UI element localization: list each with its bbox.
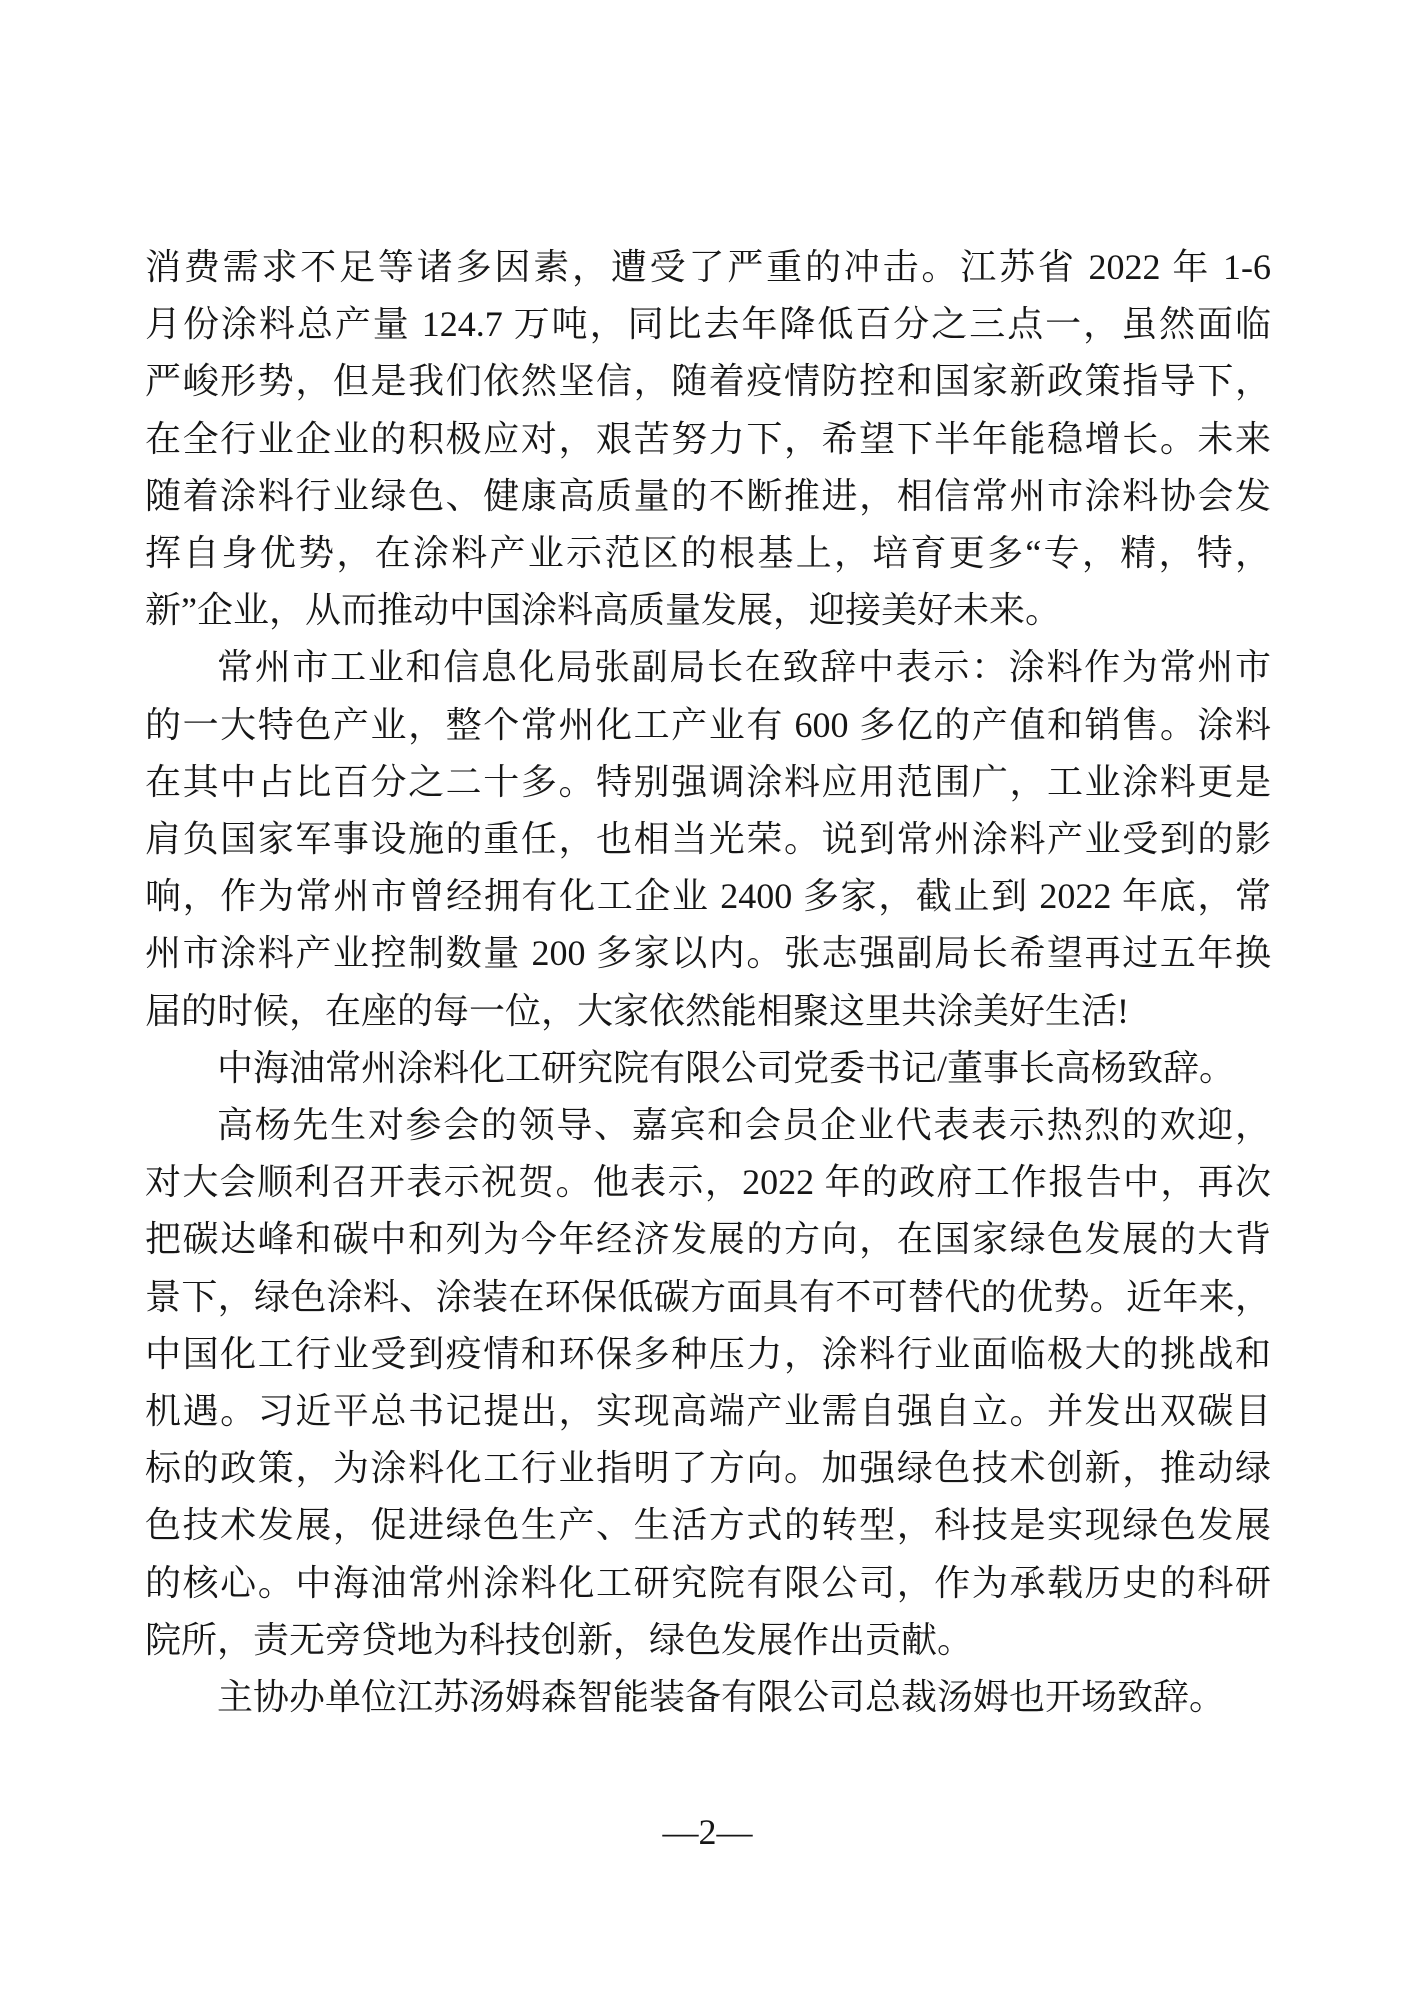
- text-line: 中海油常州涂料化工研究院有限公司党委书记/董事长高杨致辞。: [217, 1047, 1236, 1088]
- text-line: 在其中占比百分之二十多。特别强调涂料应用范围广，工业涂料更是: [145, 761, 1271, 802]
- text-line: 随着涂料行业绿色、健康高质量的不断推进，相信常州市涂料协会发: [145, 475, 1271, 516]
- text-line: 严峻形势，但是我们依然坚信，随着疫情防控和国家新政策指导下，: [145, 361, 1271, 402]
- text-line: 届的时候，在座的每一位，大家依然能相聚这里共涂美好生活!: [145, 990, 1129, 1031]
- text-line: 在全行业企业的积极应对，艰苦努力下，希望下半年能稳增长。未来: [145, 418, 1271, 459]
- text-line: 州市涂料产业控制数量 200 多家以内。张志强副局长希望再过五年换: [145, 933, 1271, 974]
- text-line: 肩负国家军事设施的重任，也相当光荣。说到常州涂料产业受到的影: [145, 819, 1271, 860]
- page-number: —2—: [662, 1812, 753, 1852]
- text-line: 的一大特色产业，整个常州化工产业有 600 多亿的产值和销售。涂料: [145, 704, 1271, 745]
- text-line: 院所，责无旁贷地为科技创新，绿色发展作出贡献。: [145, 1619, 974, 1660]
- text-line: 色技术发展，促进绿色生产、生活方式的转型，科技是实现绿色发展: [145, 1505, 1271, 1546]
- text-line: 景下，绿色涂料、涂装在环保低碳方面具有不可替代的优势。近年来，: [145, 1276, 1271, 1317]
- text-line: 标的政策，为涂料化工行业指明了方向。加强绿色技术创新，推动绿: [145, 1448, 1271, 1489]
- text-line: 的核心。中海油常州涂料化工研究院有限公司，作为承载历史的科研: [145, 1562, 1271, 1603]
- text-line: 把碳达峰和碳中和列为今年经济发展的方向，在国家绿色发展的大背: [145, 1219, 1271, 1260]
- text-line: 对大会顺利召开表示祝贺。他表示，2022 年的政府工作报告中，再次: [145, 1162, 1271, 1203]
- text-line: 挥自身优势，在涂料产业示范区的根基上，培育更多“专，精，特，: [145, 533, 1271, 574]
- text-line: 消费需求不足等诸多因素，遭受了严重的冲击。江苏省 2022 年 1-6: [145, 247, 1271, 287]
- text-line: 中国化工行业受到疫情和环保多种压力，涂料行业面临极大的挑战和: [145, 1333, 1271, 1374]
- text-line: 新”企业，从而推动中国涂料高质量发展，迎接美好未来。: [145, 590, 1061, 631]
- text-line: 常州市工业和信息化局张副局长在致辞中表示：涂料作为常州市: [217, 647, 1271, 688]
- document-body-text: [145, 239, 1271, 1726]
- text-line: 响，作为常州市曾经拥有化工企业 2400 多家，截止到 2022 年底，常: [145, 876, 1271, 917]
- text-line: 月份涂料总产量 124.7 万吨，同比去年降低百分之三点一，虽然面临: [145, 304, 1271, 345]
- text-line: 主协办单位江苏汤姆森智能装备有限公司总裁汤姆也开场致辞。: [217, 1677, 1226, 1718]
- text-line: 高杨先生对参会的领导、嘉宾和会员企业代表表示热烈的欢迎，: [217, 1105, 1271, 1146]
- text-line: 机遇。习近平总书记提出，实现高端产业需自强自立。并发出双碳目: [145, 1391, 1271, 1432]
